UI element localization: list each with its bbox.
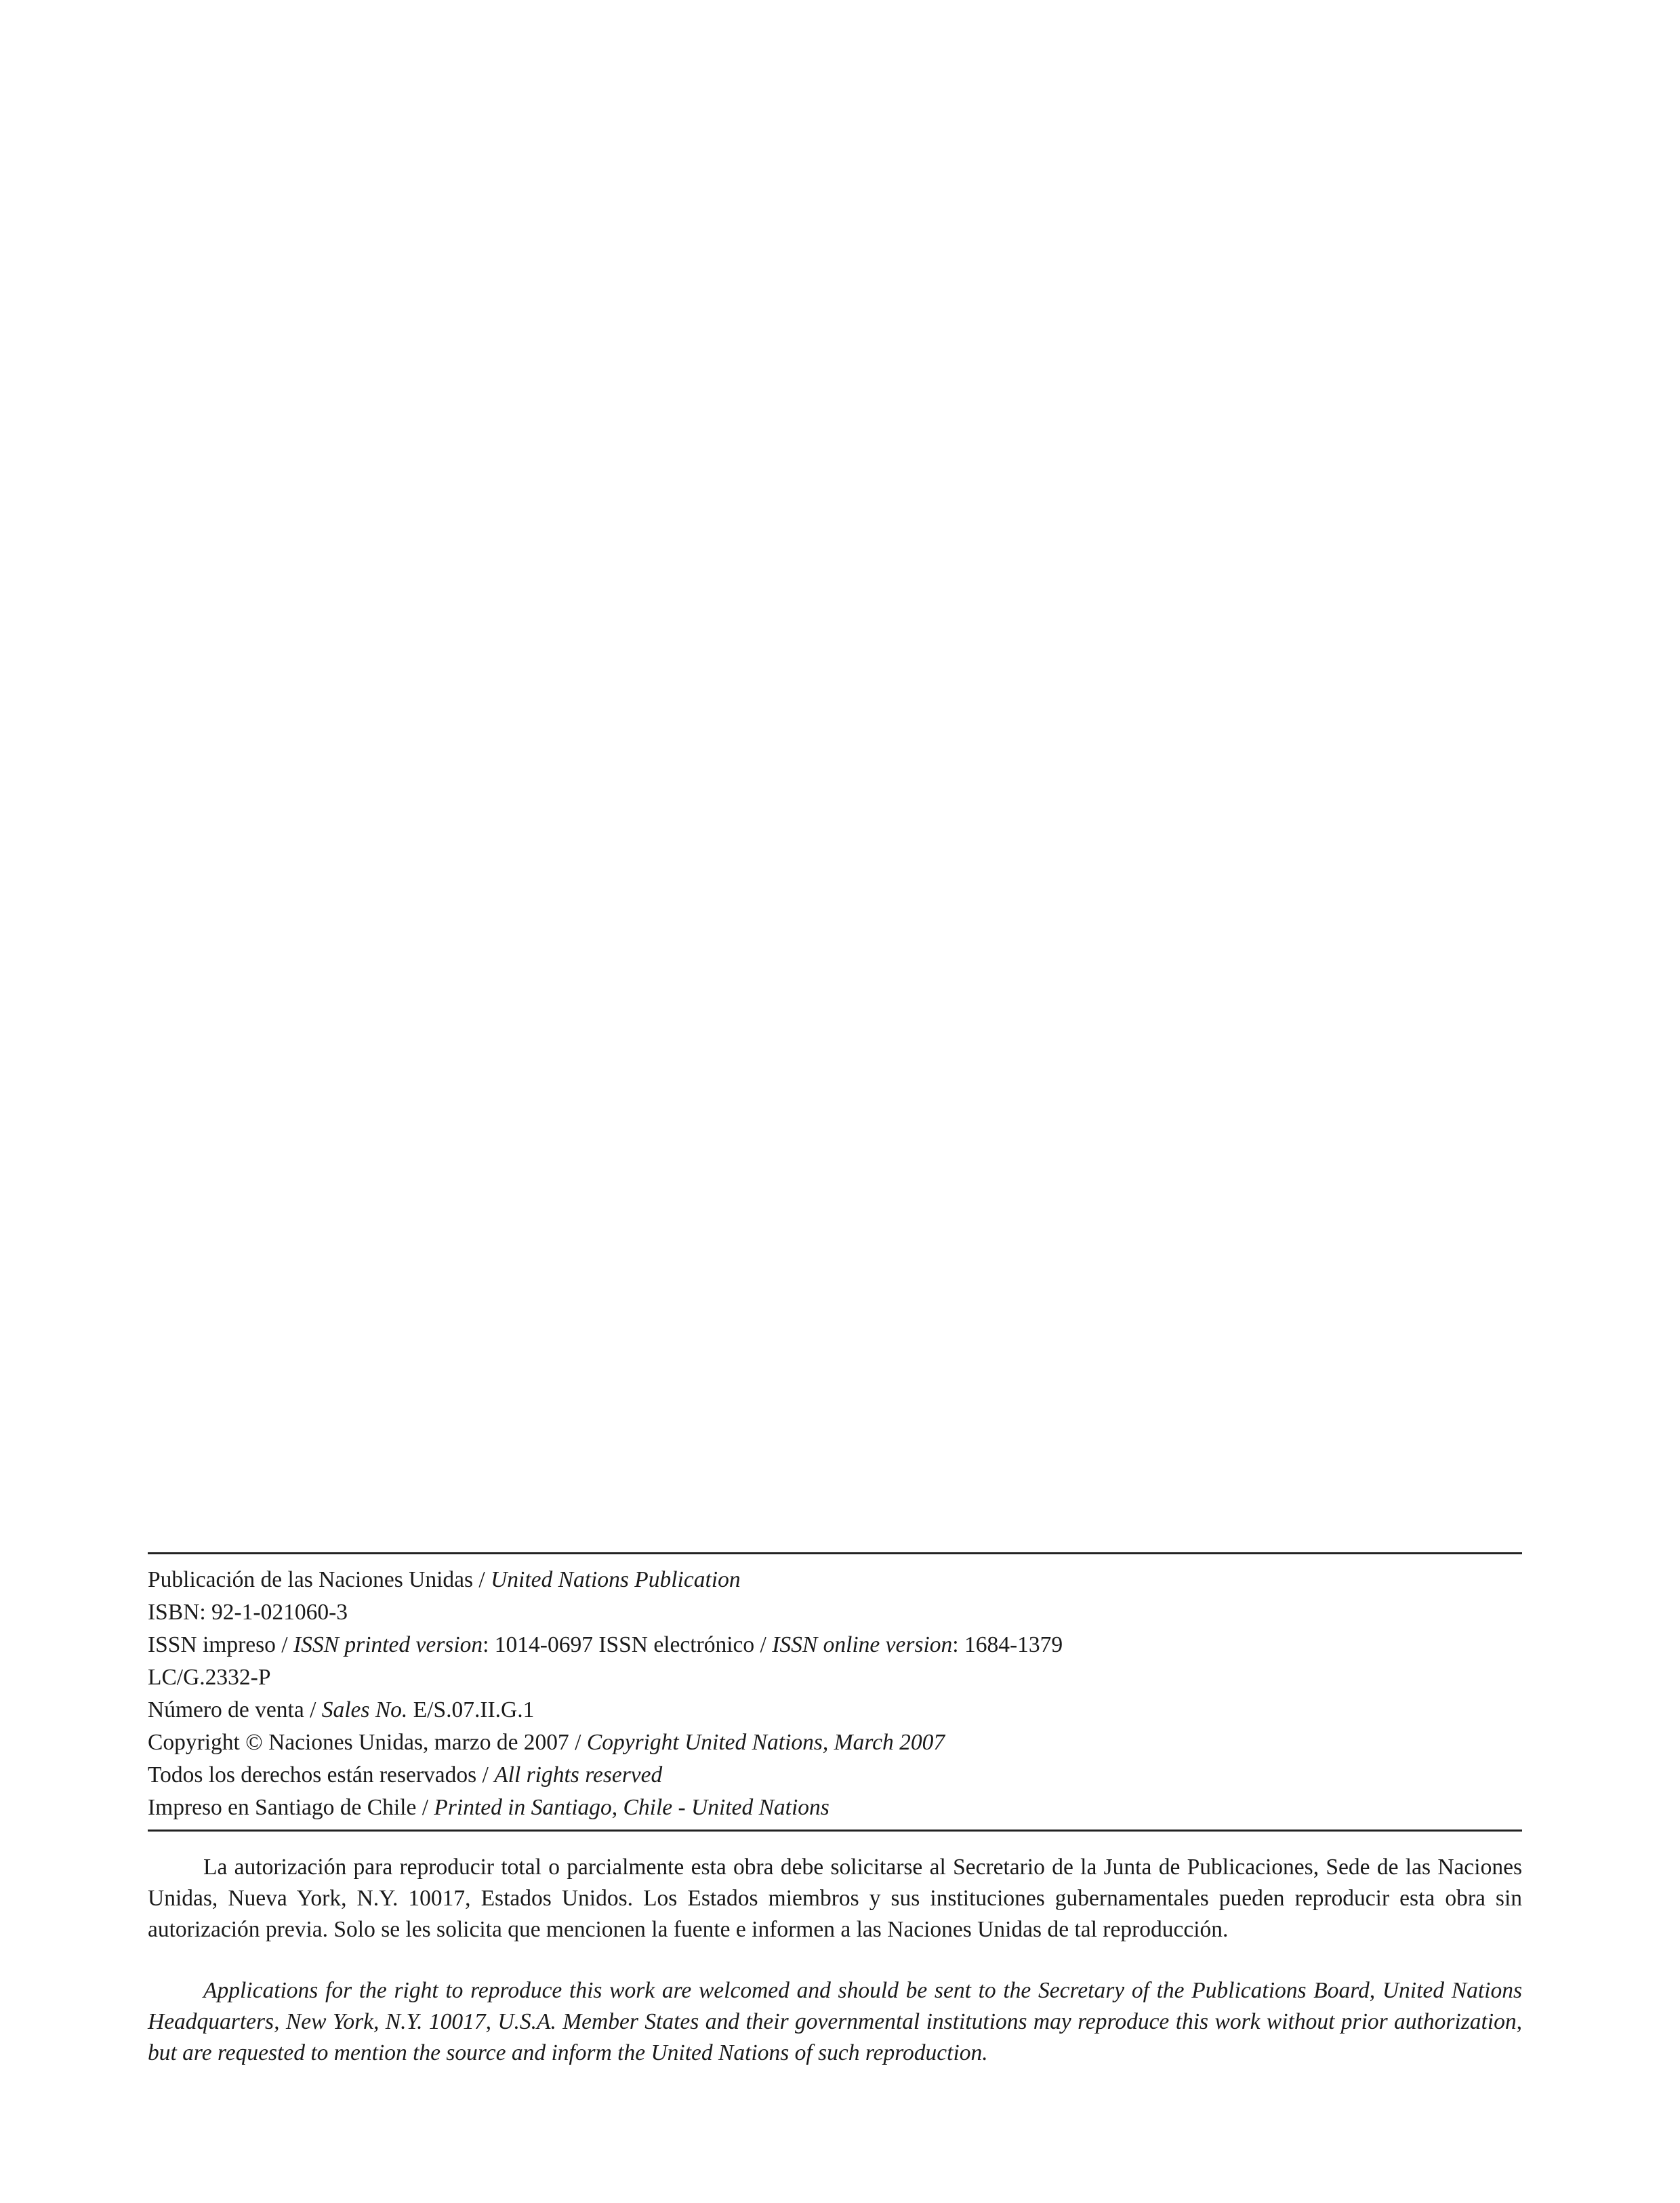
bottom-divider xyxy=(148,1830,1522,1832)
issn-printed-es: ISSN impreso / xyxy=(148,1632,293,1657)
permissions-spanish: La autorización para reproducir total o parcialmente esta obra debe solicitarse al Secretario de la Junta de Publicaciones, Sede de las Naciones Unidas, Nueva York, N.Y. 10017, Estados Unidos. Los Estados miembros y sus instituciones gubernamentales pueden reproducir esta obra sin autorización previa. Solo se les solicita que mencionen la fuente e informen a las Naciones Unidas de tal reproducción. xyxy=(148,1855,1522,1942)
publication-line xyxy=(148,1564,1522,1596)
issn-printed-value: : 1014-0697 ISSN electrónico / xyxy=(483,1632,773,1657)
publication-en: United Nations Publication xyxy=(491,1567,741,1592)
printed-line xyxy=(148,1792,1522,1824)
copyright-line xyxy=(148,1726,1522,1759)
isbn-line: ISBN: 92-1-021060-3 xyxy=(148,1600,348,1625)
imprint-block xyxy=(148,1552,1522,2069)
issn-online-value: : 1684-1379 xyxy=(952,1632,1063,1657)
imprint-lines xyxy=(148,1564,1522,1824)
issn-line xyxy=(148,1629,1522,1661)
sales-es: Número de venta / xyxy=(148,1697,322,1722)
symbol-line: LC/G.2332-P xyxy=(148,1665,271,1690)
issn-printed-en: ISSN printed version xyxy=(293,1632,483,1657)
sales-value: E/S.07.II.G.1 xyxy=(407,1697,535,1722)
rights-es: Todos los derechos están reservados / xyxy=(148,1762,495,1787)
permissions-english: Applications for the right to reproduce this work are welcomed and should be sent to the Secretary of the Publications Board, United Nations Headquarters, New York, N.Y. 10017, U.S.A. Member States and their governmental institutions may reproduce this work without prior authorization, but are requested to mention the source and inform the United Nations of such reproduction. xyxy=(148,1978,1522,2065)
printed-en: Printed in Santiago, Chile - United Nations xyxy=(434,1795,829,1820)
sales-line xyxy=(148,1694,1522,1726)
printed-es: Impreso en Santiago de Chile / xyxy=(148,1795,434,1820)
rights-en: All rights reserved xyxy=(494,1762,663,1787)
copyright-es: Copyright © Naciones Unidas, marzo de 2007 / xyxy=(148,1730,587,1755)
top-divider xyxy=(148,1552,1522,1554)
publication-es: Publicación de las Naciones Unidas / xyxy=(148,1567,491,1592)
issn-online-en: ISSN online version xyxy=(772,1632,953,1657)
copyright-en: Copyright United Nations, March 2007 xyxy=(586,1730,945,1755)
rights-line xyxy=(148,1759,1522,1792)
sales-en: Sales No. xyxy=(321,1697,408,1722)
